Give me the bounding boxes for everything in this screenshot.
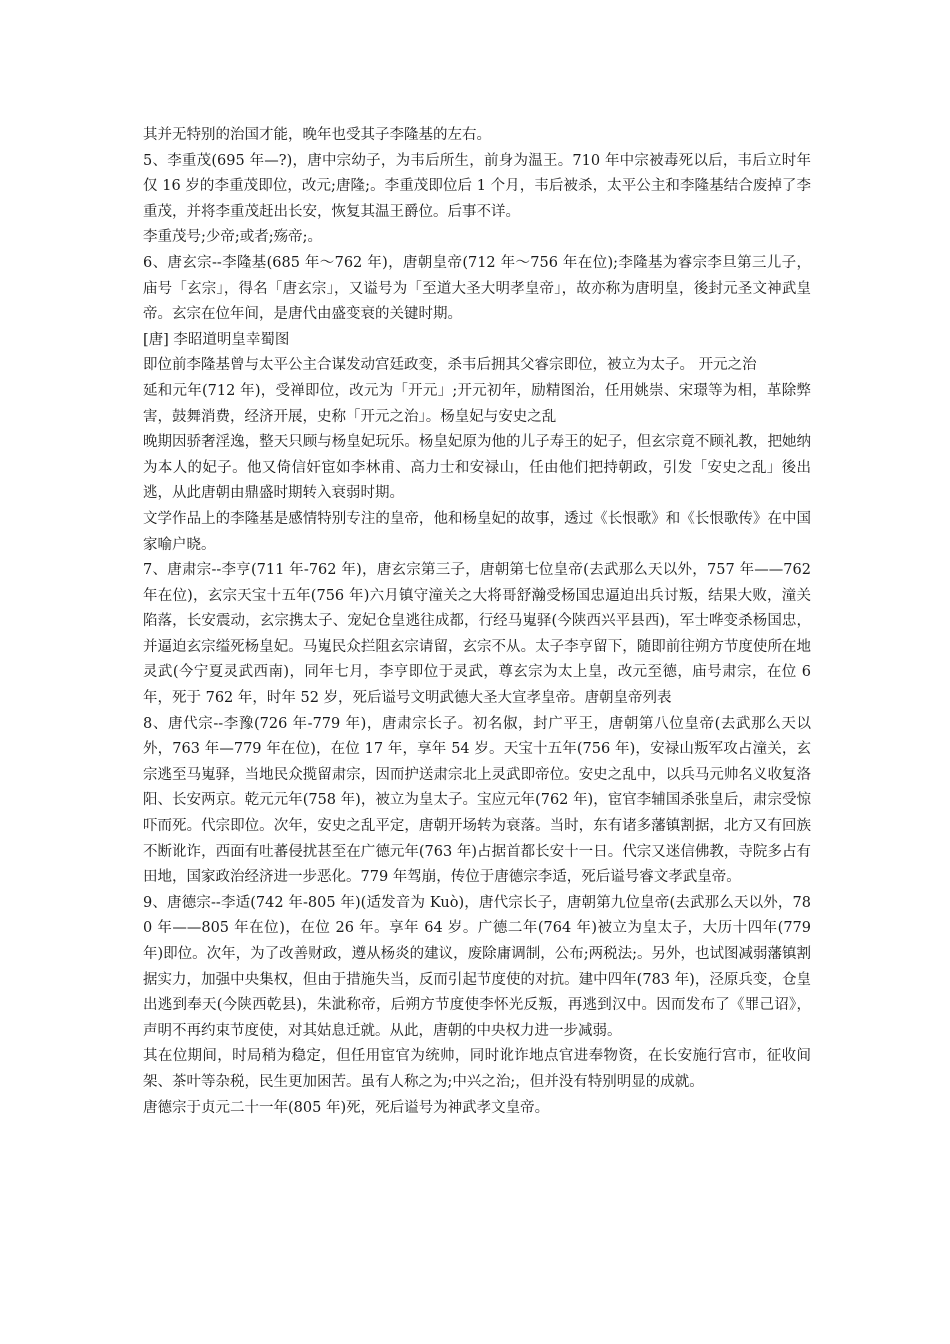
- document-body: [143, 123, 811, 1121]
- paragraph-suzong: 7、唐肃宗--李亨(711 年-762 年)，唐玄宗第三子，唐朝第七位皇帝(去武那么天以外，757 年——762 年在位)，玄宗天宝十五年(756 年)六月镇守潼关之大将哥舒瀚受杨国忠逼迫出兵讨叛，结果大败，潼关陷落，长安震动，玄宗携太子、宠妃仓皇逃往成都，行经马嵬驿(今陕西兴平县西)，军士哗变杀杨国忠，并逼迫玄宗缢死杨皇妃。马嵬民众拦阻玄宗请留，玄宗不从。太子李亨留下，随即前往朔方节度使所在地灵武(今宁夏灵武西南)，同年七月，李亨即位于灵武，尊玄宗为太上皇，改元至德，庙号肃宗，在位 6 年，死于 762 年，时年 52 岁，死后谥号文明武德大圣大宣孝皇帝。唐朝皇帝列表: [143, 562, 811, 707]
- paragraph-late-years: 晚期因骄奢淫逸，整天只顾与杨皇妃玩乐。杨皇妃原为他的儿子寿王的妃子，但玄宗竟不顾礼教，把她纳为本人的妃子。他又倚信奸宦如李林甫、高力士和安禄山，任由他们把持朝政，引发「安史之乱」後出逃，从此唐朝由鼎盛时期转入衰弱时期。: [143, 434, 811, 502]
- paragraph-painting-caption: [唐] 李昭道明皇幸蜀图: [143, 331, 290, 348]
- paragraph-literature: 文学作品上的李隆基是感情特别专注的皇帝，他和杨皇妃的故事，透过《长恨歌》和《长恨歌传》在中国家喻户晓。: [143, 510, 811, 553]
- paragraph-xuanzong-accession: 即位前李隆基曾与太平公主合谋发动宫廷政变，杀韦后拥其父睿宗即位，被立为太子。 开元之治: [143, 357, 757, 374]
- paragraph-kaiyuan: 延和元年(712 年)，受禅即位，改元为「开元」;开元初年，励精图治，任用姚崇、宋璟等为相，革除弊害，鼓舞消费，经济开展，史称「开元之治」。杨皇妃与安史之乱: [143, 382, 811, 425]
- paragraph-xuanzong: 6、唐玄宗--李隆基(685 年～762 年)，唐朝皇帝(712 年～756 年在位);李隆基为睿宗李旦第三儿子，庙号「玄宗」，得名「唐玄宗」，又谥号为「至道大圣大明孝皇帝」，故亦称为唐明皇，後封元圣文神武皇帝。玄宗在位年间，是唐代由盛变衰的关键时期。: [143, 254, 811, 323]
- paragraph-ruizong-summary: 其并无特别的治国才能，晚年也受其子李隆基的左右。: [143, 127, 491, 143]
- paragraph-li-chongmao-title: 李重茂号;少帝;或者;殇帝;。: [143, 229, 323, 246]
- paragraph-dezong: 9、唐德宗--李适(742 年-805 年)(适发音为 Kuò)，唐代宗长子，唐朝第九位皇帝(去武那么天以外，780 年——805 年在位)，在位 26 年。享年 64 岁。广德二年(764 年)被立为皇太子，大历十四年(779 年)即位。次年，为了改善财政，遵从杨炎的建议，废除庸调制，公布;两税法;。另外，也试图减弱藩镇割据实力，加强中央集权，但由于措施失当，反而引起节度使的对抗。建中四年(783 年)，泾原兵变，仓皇出逃到奉天(今陕西乾县)，朱泚称帝，后朔方节度使李怀光反叛，再逃到汉中。因而发布了《罪己诏》，声明不再约束节度使，对其姑息迁就。从此，唐朝的中央权力进一步减弱。: [143, 894, 811, 1039]
- paragraph-daizong: 8、唐代宗--李豫(726 年-779 年)，唐肃宗长子。初名俶，封广平王，唐朝第八位皇帝(去武那么天以外，763 年—779 年在位)，在位 17 年，享年 54 岁。天宝十五年(756 年)，安禄山叛军攻占潼关，玄宗逃至马嵬驿，当地民众揽留肃宗，因而护送肃宗北上灵武即帝位。安史之乱中，以兵马元帅名义收复洛阳、长安两京。乾元元年(758 年)，被立为皇太子。宝应元年(762 年)，宦官李辅国杀张皇后，肃宗受惊吓而死。代宗即位。次年，安史之乱平定，唐朝开场转为衰落。当时，东有诸多藩镇割据，北方又有回族不断讹诈，西面有吐蕃侵扰甚至在广德元年(763 年)占据首都长安十一日。代宗又迷信佛教，寺院多占有田地，国家政治经济进一步恶化。779 年驾崩，传位于唐德宗李适，死后谥号睿文孝武皇帝。: [143, 715, 811, 886]
- paragraph-dezong-death: 唐德宗于贞元二十一年(805 年)死，死后谥号为神武孝文皇帝。: [143, 1099, 550, 1116]
- paragraph-dezong-reign: 其在位期间，时局稍为稳定，但任用宦官为统帅，同时讹诈地点官进奉物资，在长安施行宫市，征收间架、茶叶等杂税，民生更加困苦。虽有人称之为;中兴之治;，但并没有特别明显的成就。: [143, 1048, 811, 1090]
- paragraph-li-chongmao: 5、李重茂(695 年—?)，唐中宗幼子，为韦后所生，前身为温王。710 年中宗被毒死以后，韦后立时年仅 16 岁的李重茂即位，改元;唐隆;。李重茂即位后 1 个月，韦后被杀，太平公主和李隆基结合废掉了李重茂，并将李重茂赶出长安，恢复其温王爵位。后事不详。: [143, 152, 811, 220]
